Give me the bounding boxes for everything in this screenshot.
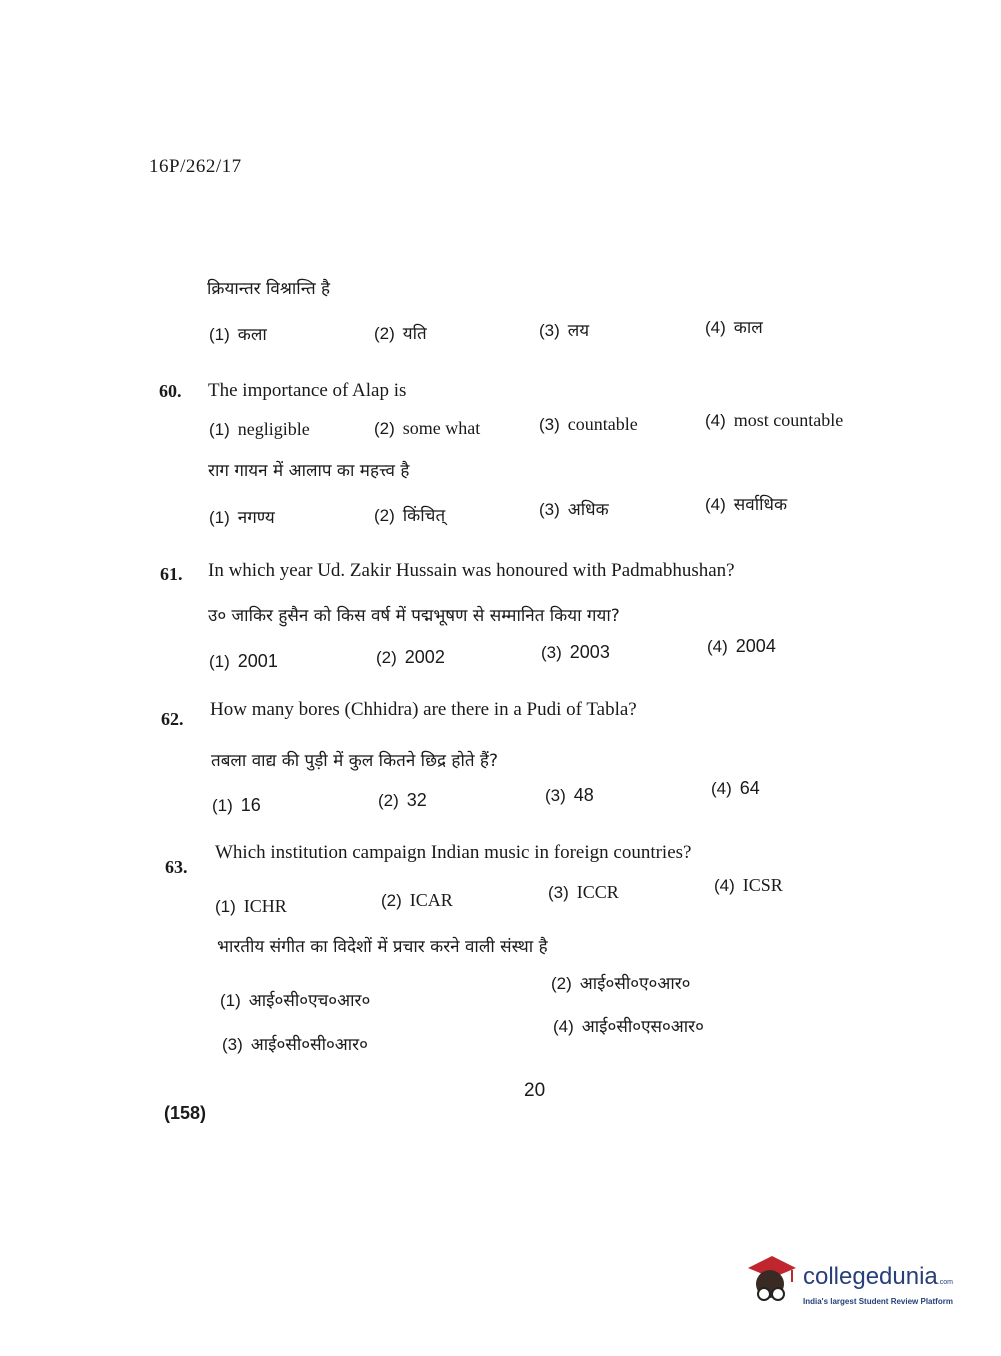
q63-option-en-4: (4) ICSR xyxy=(714,875,783,895)
q62-english-text: How many bores (Chhidra) are there in a Pudi of Tabla? xyxy=(210,699,637,720)
q63-number: 63. xyxy=(165,857,188,877)
q63-option-en-2: (2) ICAR xyxy=(381,890,453,910)
q59-option-2: (2) यति xyxy=(374,324,427,344)
q59-hindi-text: क्रियान्तर विश्रान्ति है xyxy=(207,279,331,299)
q61-hindi-text: उ० जाकिर हुसैन को किस वर्ष में पद्मभूषण से सम्मानित किया गया? xyxy=(208,606,620,626)
q60-option-hi-3: (3) अधिक xyxy=(539,500,609,520)
q63-option-hi-1: (1) आई०सी०एच०आर० xyxy=(220,991,371,1011)
q63-option-en-1: (1) ICHR xyxy=(215,896,287,916)
q61-option-3: (3) 2003 xyxy=(541,642,610,662)
q63-option-hi-2: (2) आई०सी०ए०आर० xyxy=(551,974,691,994)
paper-code: 16P/262/17 xyxy=(149,156,242,177)
q60-english-text: The importance of Alap is xyxy=(208,380,407,401)
q59-option-3: (3) लय xyxy=(539,321,590,341)
q61-number: 61. xyxy=(160,564,183,584)
q60-option-en-2: (2) some what xyxy=(374,418,481,438)
q63-option-hi-3: (3) आई०सी०सी०आर० xyxy=(222,1035,368,1055)
q62-option-4: (4) 64 xyxy=(711,778,760,798)
q63-option-hi-4: (4) आई०सी०एस०आर० xyxy=(553,1017,704,1037)
q62-option-3: (3) 48 xyxy=(545,785,594,805)
q60-number: 60. xyxy=(159,381,182,401)
logo-tagline: India's largest Student Review Platform xyxy=(803,1297,953,1306)
q59-option-4: (4) काल xyxy=(705,318,763,338)
q61-option-4: (4) 2004 xyxy=(707,636,776,656)
q63-option-en-3: (3) ICCR xyxy=(548,882,619,902)
q60-option-hi-2: (2) किंचित् xyxy=(374,506,446,526)
q60-option-en-1: (1) negligible xyxy=(209,419,310,439)
collegedunia-logo-icon xyxy=(742,1250,802,1310)
q60-option-hi-4: (4) सर्वाधिक xyxy=(705,495,788,515)
q60-hindi-text: राग गायन में आलाप का महत्त्व है xyxy=(208,461,410,481)
q62-option-1: (1) 16 xyxy=(212,795,261,815)
form-code: (158) xyxy=(164,1103,207,1123)
q62-hindi-text: तबला वाद्य की पुड़ी में कुल कितने छिद्र होते हैं? xyxy=(211,751,498,771)
q63-english-text: Which institution campaign Indian music in foreign countries? xyxy=(215,842,692,863)
q61-option-2: (2) 2002 xyxy=(376,647,445,667)
q60-option-hi-1: (1) नगण्य xyxy=(209,508,275,528)
q61-option-1: (1) 2001 xyxy=(209,651,278,671)
page-number: 20 xyxy=(524,1080,546,1101)
logo-brand: collegedunia.com xyxy=(803,1263,953,1290)
q60-option-en-3: (3) countable xyxy=(539,414,638,434)
q60-option-en-4: (4) most countable xyxy=(705,410,844,430)
q63-hindi-text: भारतीय संगीत का विदेशों में प्रचार करने वाली संस्था है xyxy=(217,937,548,957)
q61-english-text: In which year Ud. Zakir Hussain was honoured with Padmabhushan? xyxy=(208,560,735,581)
q62-option-2: (2) 32 xyxy=(378,790,427,810)
q62-number: 62. xyxy=(161,709,184,729)
q59-option-1: (1) कला xyxy=(209,325,267,345)
